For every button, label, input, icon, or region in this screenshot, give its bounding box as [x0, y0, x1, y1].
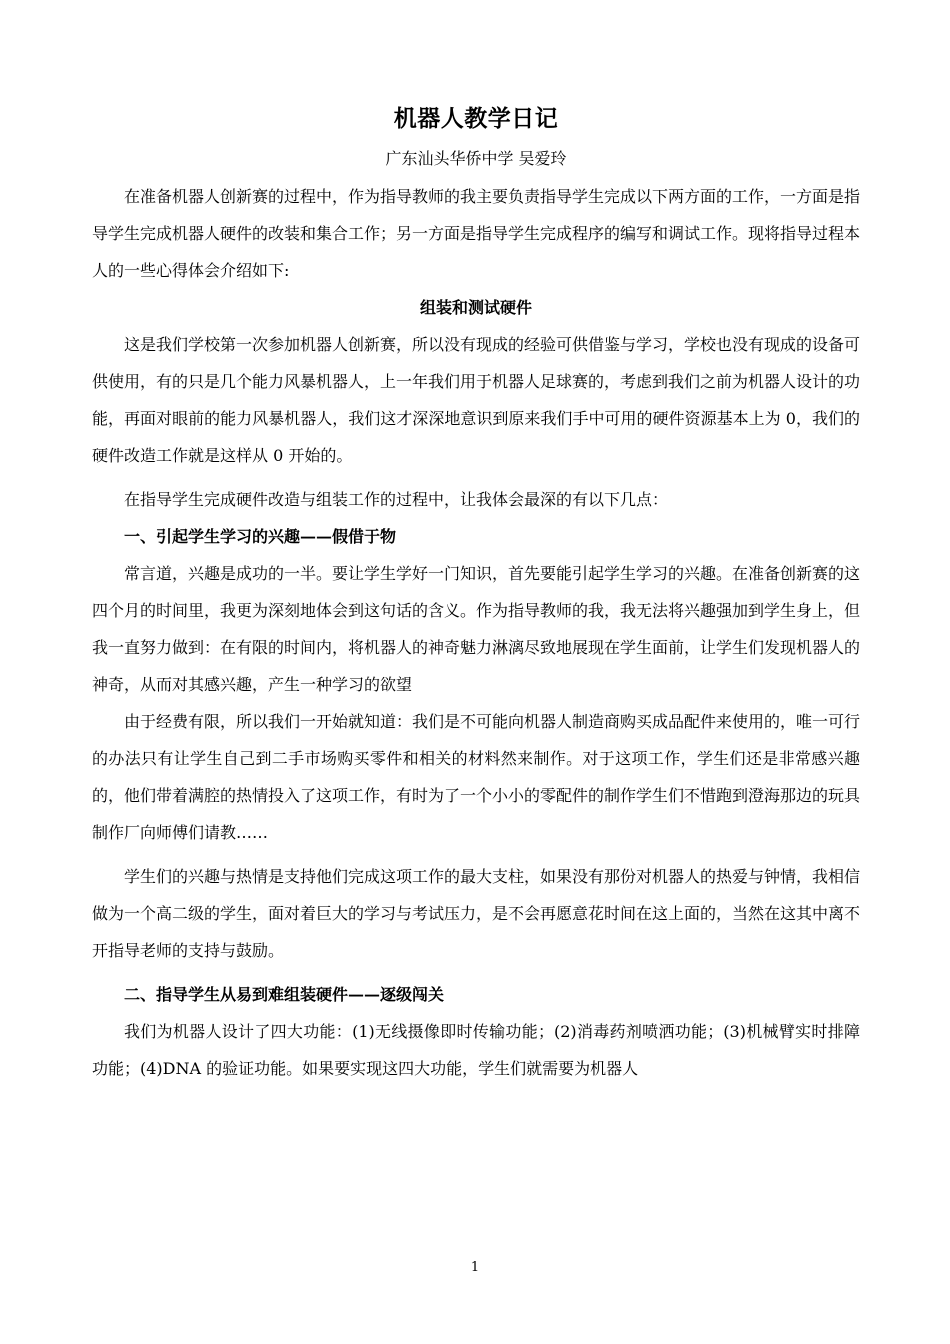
document-title: 机器人教学日记 [393, 105, 559, 132]
paragraph-5: 学生们的兴趣与热情是支持他们完成这项工作的最大支柱，如果没有那份对机器人的热爱与钟情，我相信做为一个高二级的学生，面对着巨大的学习与考试压力，是不会再愿意花时间在这上面的，当然在这其中离不开指导老师的支持与鼓励。 [92, 867, 861, 960]
paragraph-3: 常言道，兴趣是成功的一半。要让学生学好一门知识，首先要能引起学生学习的兴趣。在准备创新赛的这四个月的时间里，我更为深刻地体会到这句话的含义。作为指导教师的我，我无法将兴趣强加到学生身上，但我一直努力做到：在有限的时间内，将机器人的神奇魅力淋漓尽致地展现在学生面前，让学生们发现机器人的神奇，从而对其感兴趣，产生一种学习的欲望 [92, 564, 861, 694]
document-page [92, 98, 860, 1087]
paragraph-1: 这是我们学校第一次参加机器人创新赛，所以没有现成的经验可供借鉴与学习，学校也没有现成的设备可供使用，有的只是几个能力风暴机器人，上一年我们用于机器人足球赛的，考虑到我们之前为机器人设计的功能，再面对眼前的能力风暴机器人，我们这才深深地意识到原来我们手中可用的硬件资源基本上为 0，我们的硬件改造工作就是这样从 0 开始的。 [92, 335, 861, 465]
paragraph-2: 在指导学生完成硬件改造与组装工作的过程中，让我体会最深的有以下几点： [124, 490, 669, 509]
heading-1: 一、引起学生学习的兴趣——假借于物 [124, 527, 397, 546]
heading-2: 二、指导学生从易到难组装硬件——逐级闯关 [124, 985, 445, 1004]
section-title: 组装和测试硬件 [419, 298, 532, 317]
page-number: 1 [470, 1260, 480, 1275]
paragraph-6: 我们为机器人设计了四大功能：(1)无线摄像即时传输功能；(2)消毒药剂喷洒功能；(3)机械臂实时排障功能；(4)DNA 的验证功能。如果要实现这四大功能，学生们就需要为机器人 [92, 1022, 860, 1078]
document-author: 广东汕头华侨中学 吴爱玲 [385, 149, 567, 168]
intro-paragraph: 在准备机器人创新赛的过程中，作为指导教师的我主要负责指导学生完成以下两方面的工作，一方面是指导学生完成机器人硬件的改装和集合工作；另一方面是指导学生完成程序的编写和调试工作。现将指导过程本人的一些心得体会介绍如下: [92, 187, 861, 280]
paragraph-4: 由于经费有限，所以我们一开始就知道：我们是不可能向机器人制造商购买成品配件来使用的，唯一可行的办法只有让学生自己到二手市场购买零件和相关的材料然来制作。对于这项工作，学生们还是非常感兴趣的，他们带着满腔的热情投入了这项工作，有时为了一个小小的零配件的制作学生们不惜跑到澄海那边的玩具制作厂向师傅们请教…… [92, 712, 861, 842]
